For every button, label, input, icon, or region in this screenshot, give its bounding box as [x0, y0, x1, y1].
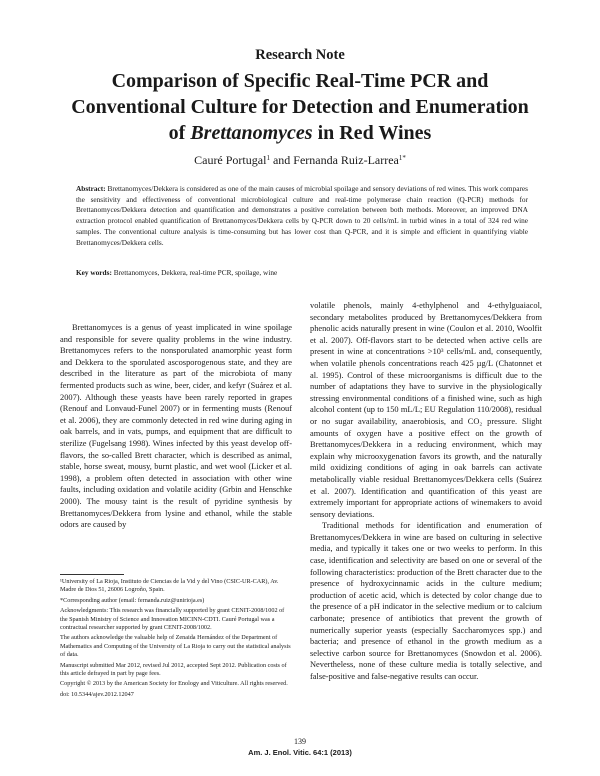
body-column-right [310, 300, 542, 683]
journal-citation: Am. J. Enol. Vitic. 64:1 (2013) [248, 748, 352, 757]
manuscript-dates: Manuscript submitted Mar 2012, revised Jul 2012, accepted Sept 2012. Publication costs of this article defrayed in part by page fees. [60, 661, 287, 678]
title-line-2: Conventional Culture for Detection and Enumeration [71, 96, 529, 118]
page-number: 139 [294, 737, 306, 746]
body-paragraph: volatile phenols, mainly 4-ethylphenol and 4-ethylguaiacol, secondary metabolites produced by Brettanomyces/Dekkera from phenolic acids naturally present in wine (Coulon et al. 2010, Woolfit et al. 2007). Off-flavors start to be detected when active cells are present in wine at concentrations >10³ cells/mL and, consequently, when volatile phenols concentrations reach 425 µg/L (Chatonnet et al. 1995). Control of these microorganisms is difficult due to the number of adaptations they have to survive in the physiologically stressing environmental conditions of a finished wine, such as high alcohol content (up to 150 mL/L; EU Regulation 110/2008), residual or no sugar availability, anaerobiosis, and CO₂ pressure. Slight amounts of oxygen have a positive effect on the growth of Brettanomyces/Dekkera in a reducing environment, which may explain why microoxygenation favors its growth, and the naturally mild oxidizing conditions of aging in oak barrels can activate metabolically viable residual Brettanomyces/Dekkera cells (Suárez et al. 2007). Identification and quantification of this yeast are extremely important for appropriate actions of winemakers to avoid sensory deviations. [310, 301, 542, 519]
author-joiner: and [269, 153, 294, 167]
article-type: Research Note [255, 47, 345, 63]
title-line-3 [60, 120, 540, 146]
abstract [76, 184, 528, 248]
author-1: Cauré Portugal [194, 153, 267, 167]
thanks-note: The authors acknowledge the valuable help of Zenaida Hernández of the Department of Mathematics and Computing of the University of La Rioja to carry out the statistical analysis of data. [60, 634, 291, 659]
article-title [60, 68, 540, 146]
keywords-label: Key words: [76, 268, 112, 277]
author-2-affiliation: 1* [398, 154, 406, 162]
author-list [0, 153, 600, 168]
title-suffix: in Red Wines [312, 122, 432, 144]
author-2: Fernanda Ruiz-Larrea [293, 153, 399, 167]
footnote-divider [60, 574, 124, 575]
author-1-affiliation: 1 [266, 154, 270, 162]
corresponding-author-note: *Corresponding author (email: fernanda.ruiz@unirioja.es) [60, 596, 205, 604]
footnotes [60, 578, 292, 701]
body-column-left [60, 322, 292, 531]
title-prefix: of [168, 122, 191, 144]
body-paragraph: Traditional methods for identification and enumeration of Brettanomyces/Dekkera in wine are based on culturing in selective media, and typically it takes one or two weeks to perform. In this case, identification and selectivity are based on one or several of the following characteristics: production of the Brett character due to the presence of hydroxycinnamic acids in the culture medium; production of acetic acid, which is detected by color change due to the presence of a pH indicator in the selective medium or to calcium carbonate; presence of antibiotics that prevent the growth of numerically superior yeasts (especially Saccharomyces spp.) and bacteria; and presence of ethanol in the growth medium as a selective carbon source for Brettanomyces (Snowdon et al. 2006). Nevertheless, none of these culture media is totally selective, and false-positive and false-negative results can occur. [310, 521, 542, 681]
affiliation-note: ¹University of La Rioja, Instituto de Ciencias de la Vid y del Vino (CSIC-UR-CAR), Av. Madre de Dios 51, 26006 Logroño, Spain. [60, 578, 279, 594]
title-genus: Brettanomyces [190, 122, 313, 144]
abstract-text: Brettanomyces/Dekkera is considered as one of the main causes of microbial spoilage and sensory deviations of red wines. This work compares the sensitivity and effectiveness of conventional microbiological culture and real-time polymerase chain reaction (Q-PCR) methods for Brettanomyces/Dekkera detection and quantification and demonstrates a positive correlation between both methods. Moreover, an improved DNA extraction protocol enabled quantification of Brettanomyces/Dekkera cells by Q-PCR down to 20 cells/mL in turbid wines in a total of 324 red wine samples. The conventional culture analysis is time-consuming but has lower cost than Q-PCR, and it is simple and efficient in quantifying viable Brettanomyces/Dekkera cells. [76, 184, 528, 247]
keywords-text: Brettanomyces, Dekkera, real-time PCR, spoilage, wine [113, 268, 278, 277]
body-paragraph: Brettanomyces is a genus of yeast implicated in wine spoilage and responsible for severe quality problems in the wine industry. Brettanomyces refers to the nonsporulated anamorphic yeast form and Dekkera to the sporulated ascosporogenous state, and they are described in the literature as part of the microbiota of many fermented products such as wine, beer, cider, and kefyr (Suárez et al. 2007). Although these yeasts have been rarely reported in grapes (Renouf and Lonvaud-Funel 2007) or in fermenting musts (Renouf et al. 2006), they are commonly detected in red wine during aging in oak barrels, and in vats, pumps, and equipment that are difficult to sterilize (Fugelsang 1998). Wines infected by this yeast develop off-flavors, the so-called Brett character, which is described as animal, stable, horse sweat, mousy, burnt plastic, and wet wool (Licker et al. 1998), a problem often detected in association with other wine faults, including oxidation and volatile acidity (Grbin and Henschke 2000). The mousy taint is the result of pyridine synthesis by Brettanomyces/Dekkera from lysine and ethanol, while the stable odors are caused by [60, 323, 292, 530]
abstract-label: Abstract: [76, 184, 106, 193]
doi: doi: 10.5344/ajev.2012.12047 [60, 690, 134, 698]
keywords [76, 268, 528, 279]
copyright-note: Copyright © 2013 by the American Society for Enology and Viticulture. All rights reserved. [60, 680, 288, 688]
title-line-1: Comparison of Specific Real-Time PCR and [111, 70, 489, 92]
acknowledgments-note: Acknowledgments: This research was financially supported by grant CENIT-2008/1002 of the Spanish Ministry of Science and Innovation MICINN-CDTI. Cauré Portugal was a contractual researcher supported by grant CENIT-2008/1002. [60, 607, 285, 632]
